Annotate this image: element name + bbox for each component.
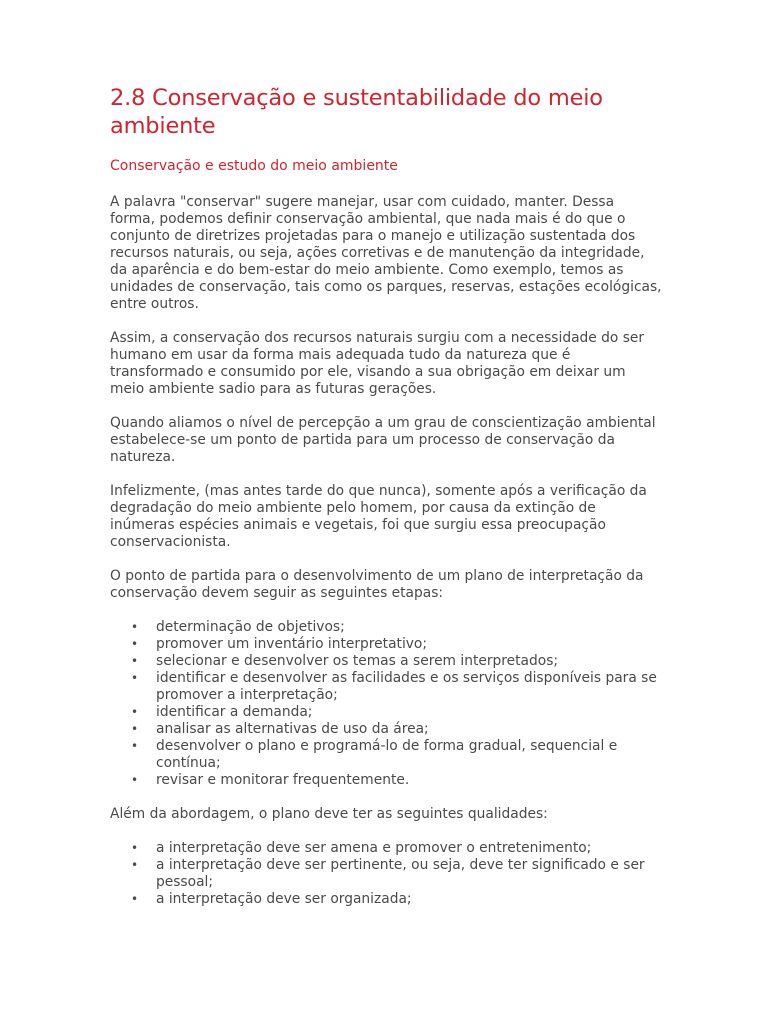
paragraph-necessity: Assim, a conservação dos recursos naturais surgiu com a necessidade do ser humano em usar da forma mais adequada tudo da natureza que é transformado e consumido por ele, visando a sua obrigação em deixar um meio ambiente sadio para as futuras gerações. bbox=[110, 330, 645, 397]
bullet-icon: • bbox=[131, 773, 139, 787]
list-item bbox=[110, 772, 662, 789]
list-item bbox=[110, 619, 662, 636]
list-item-text: determinação de objetivos; bbox=[156, 619, 345, 635]
list-item-text: selecionar e desenvolver os temas a serem interpretados; bbox=[156, 653, 559, 669]
list-item-text: desenvolver o plano e programá-lo de forma gradual, sequencial e contínua; bbox=[156, 738, 618, 771]
bullet-icon: • bbox=[131, 705, 139, 719]
paragraph-degradation: Infelizmente, (mas antes tarde do que nunca), somente após a verificação da degradação do meio ambiente pelo homem, por causa da extinção de inúmeras espécies animais e vegetais, foi que surgiu essa preocupação conservacionista. bbox=[110, 483, 647, 550]
list-item-text: promover um inventário interpretativo; bbox=[156, 636, 428, 652]
bullet-icon: • bbox=[131, 620, 139, 634]
list-item bbox=[110, 721, 662, 738]
list-item bbox=[110, 704, 662, 721]
list-item-text: identificar a demanda; bbox=[156, 704, 313, 720]
qualities-list bbox=[110, 840, 662, 908]
bullet-icon: • bbox=[131, 739, 139, 753]
bullet-icon: • bbox=[131, 841, 139, 855]
steps-list bbox=[110, 619, 662, 789]
list-item bbox=[110, 857, 662, 891]
paragraph-perception: Quando aliamos o nível de percepção a um grau de conscientização ambiental estabelece-se um ponto de partida para um processo de conservação da natureza. bbox=[110, 415, 656, 465]
bullet-icon: • bbox=[131, 892, 139, 906]
paragraph-steps-intro: O ponto de partida para o desenvolvimento de um plano de interpretação da conservação devem seguir as seguintes etapas: bbox=[110, 568, 644, 601]
list-item-text: revisar e monitorar frequentemente. bbox=[156, 772, 410, 788]
bullet-icon: • bbox=[131, 654, 139, 668]
list-item-text: a interpretação deve ser organizada; bbox=[156, 891, 412, 907]
page-title: 2.8 Conservação e sustentabilidade do meio ambiente bbox=[110, 85, 603, 139]
list-item bbox=[110, 636, 662, 653]
list-item-text: identificar e desenvolver as facilidades e os serviços disponíveis para se promover a interpretação; bbox=[156, 670, 657, 703]
list-item-text: analisar as alternativas de uso da área; bbox=[156, 721, 429, 737]
list-item bbox=[110, 840, 662, 857]
bullet-icon: • bbox=[131, 858, 139, 872]
bullet-icon: • bbox=[131, 671, 139, 685]
list-item bbox=[110, 670, 662, 704]
bullet-icon: • bbox=[131, 637, 139, 651]
section-subtitle: Conservação e estudo do meio ambiente bbox=[110, 158, 398, 174]
paragraph-definition: A palavra "conservar" sugere manejar, usar com cuidado, manter. Dessa forma, podemos definir conservação ambiental, que nada mais é do que o conjunto de diretrizes projetadas para o manejo e utilização sustentada dos recursos naturais, ou seja, ações corretivas e de manutenção da integridade, da aparência e do bem-estar do meio ambiente. Como exemplo, temos as unidades de conservação, tais como os parques, reservas, estações ecológicas, entre outros. bbox=[110, 194, 662, 312]
bullet-icon: • bbox=[131, 722, 139, 736]
paragraph-qualities-intro: Além da abordagem, o plano deve ter as seguintes qualidades: bbox=[110, 806, 548, 822]
document-page bbox=[110, 84, 662, 925]
list-item bbox=[110, 738, 662, 772]
list-item bbox=[110, 653, 662, 670]
list-item-text: a interpretação deve ser pertinente, ou seja, deve ter significado e ser pessoal; bbox=[156, 857, 645, 890]
list-item-text: a interpretação deve ser amena e promover o entretenimento; bbox=[156, 840, 592, 856]
list-item bbox=[110, 891, 662, 908]
